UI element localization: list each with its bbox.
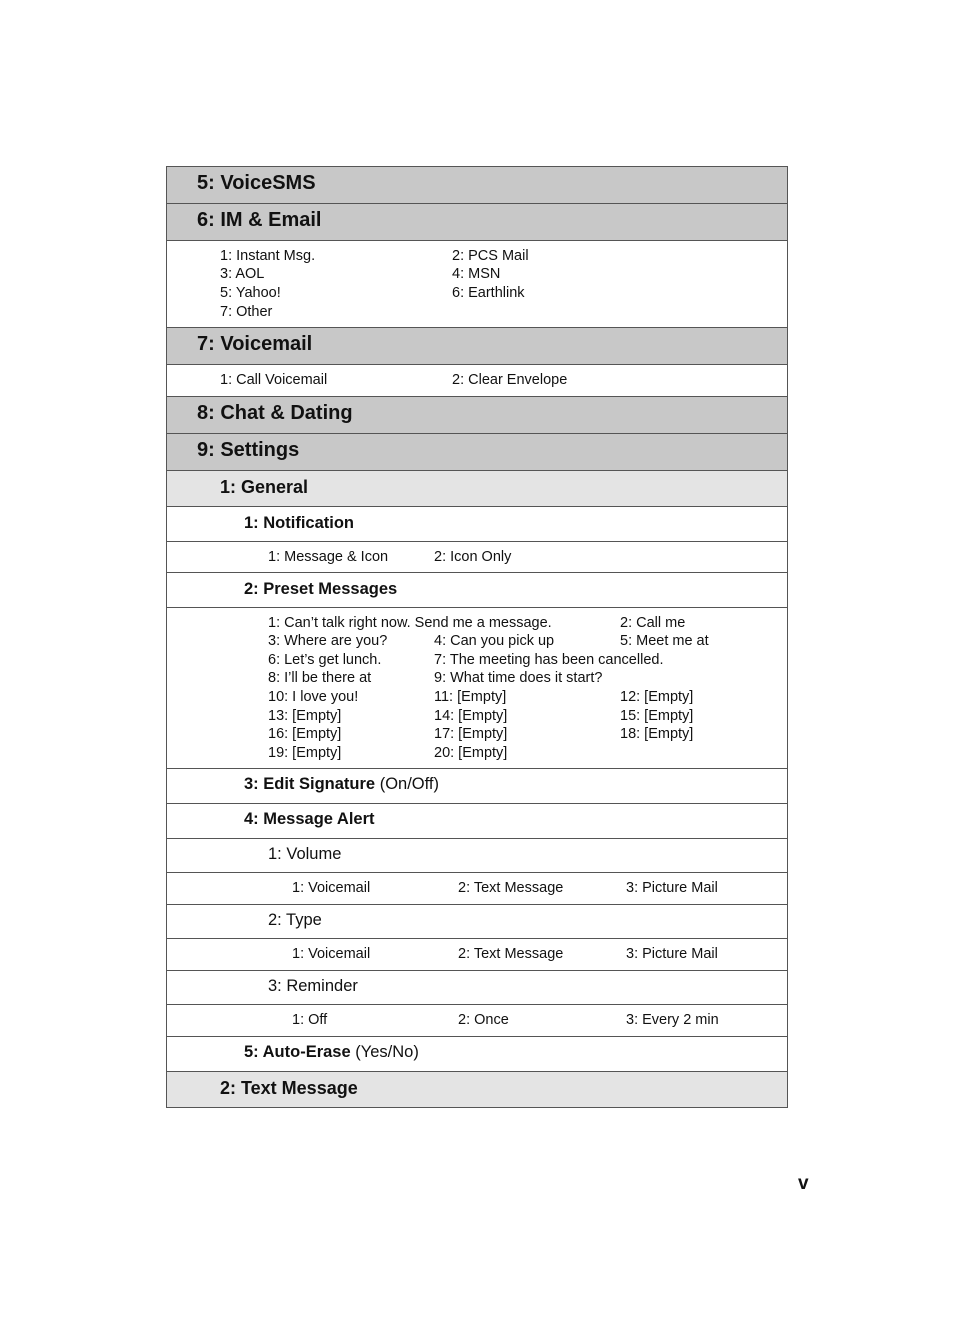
menu-type-label: 2: Type xyxy=(268,911,322,929)
menu-type[interactable] xyxy=(167,905,787,939)
menu-volume-label: 1: Volume xyxy=(268,845,342,863)
list-item[interactable]: 1: Call Voicemail xyxy=(220,372,328,388)
list-item[interactable]: 1: Instant Msg. xyxy=(220,248,316,264)
menu-reminder-label: 3: Reminder xyxy=(268,977,358,995)
list-item[interactable]: 5: Yahoo! xyxy=(220,285,281,301)
list-item[interactable]: 11: [Empty] xyxy=(434,689,507,705)
list-item[interactable]: 3: Picture Mail xyxy=(626,880,718,896)
list-item[interactable]: 18: [Empty] xyxy=(620,726,694,742)
list-item[interactable]: 14: [Empty] xyxy=(434,708,508,724)
menu-reminder[interactable] xyxy=(167,971,787,1005)
preset-messages-items xyxy=(167,608,787,769)
list-item[interactable]: 1: Can’t talk right now. Send me a message. xyxy=(268,615,552,631)
menu-settings-label: 9: Settings xyxy=(197,439,300,461)
list-item[interactable]: 20: [Empty] xyxy=(434,745,508,761)
list-item[interactable]: 3: Where are you? xyxy=(268,633,388,649)
voicemail-items xyxy=(167,365,787,397)
menu-preset-messages-label: 2: Preset Messages xyxy=(244,580,398,598)
menu-voicemail[interactable] xyxy=(167,328,787,365)
volume-items xyxy=(167,873,787,905)
list-item[interactable]: 12: [Empty] xyxy=(620,689,694,705)
list-item[interactable]: 2: Icon Only xyxy=(434,549,512,565)
list-item[interactable]: 5: Meet me at xyxy=(620,633,709,649)
type-items xyxy=(167,939,787,971)
menu-notification-label: 1: Notification xyxy=(244,514,354,532)
menu-settings[interactable] xyxy=(167,434,787,471)
menu-voicesms[interactable] xyxy=(167,167,787,204)
menu-chat-dating-label: 8: Chat & Dating xyxy=(197,402,353,424)
notification-items xyxy=(167,542,787,573)
list-item[interactable]: 19: [Empty] xyxy=(268,745,342,761)
menu-chat-dating[interactable] xyxy=(167,397,787,434)
list-item[interactable]: 3: Every 2 min xyxy=(626,1012,719,1028)
list-item[interactable]: 2: Text Message xyxy=(458,880,564,896)
page-number: v xyxy=(798,1173,809,1194)
list-item[interactable]: 7: Other xyxy=(220,304,273,320)
list-item[interactable]: 2: Clear Envelope xyxy=(452,372,568,388)
menu-notification[interactable] xyxy=(167,507,787,542)
list-item[interactable]: 2: Once xyxy=(458,1012,509,1028)
list-item[interactable]: 4: Can you pick up xyxy=(434,633,555,649)
menu-auto-erase-label: 5: Auto-Erase xyxy=(244,1043,351,1061)
list-item[interactable]: 7: The meeting has been cancelled. xyxy=(434,652,664,668)
menu-message-alert-label: 4: Message Alert xyxy=(244,810,375,828)
menu-edit-signature[interactable] xyxy=(167,769,787,804)
list-item[interactable]: 17: [Empty] xyxy=(434,726,508,742)
menu-auto-erase-options: (Yes/No) xyxy=(355,1043,419,1061)
menu-im-email[interactable] xyxy=(167,204,787,241)
menu-edit-signature-label: 3: Edit Signature xyxy=(244,775,376,793)
menu-text-message[interactable] xyxy=(167,1072,787,1108)
list-item[interactable]: 13: [Empty] xyxy=(268,708,342,724)
list-item[interactable]: 6: Let’s get lunch. xyxy=(268,652,382,668)
menu-volume[interactable] xyxy=(167,839,787,873)
list-item[interactable]: 2: Call me xyxy=(620,615,686,631)
list-item[interactable]: 2: PCS Mail xyxy=(452,248,529,264)
menu-general-label: 1: General xyxy=(220,477,309,497)
list-item[interactable]: 6: Earthlink xyxy=(452,285,525,301)
list-item[interactable]: 1: Voicemail xyxy=(292,946,371,962)
menu-table xyxy=(166,166,788,1108)
list-item[interactable]: 8: I’ll be there at xyxy=(268,670,372,686)
menu-auto-erase[interactable] xyxy=(167,1037,787,1072)
menu-general[interactable] xyxy=(167,471,787,507)
list-item[interactable]: 2: Text Message xyxy=(458,946,564,962)
list-item[interactable]: 16: [Empty] xyxy=(268,726,342,742)
im-email-items xyxy=(167,241,787,328)
menu-edit-signature-options: (On/Off) xyxy=(379,775,439,793)
menu-text-message-label: 2: Text Message xyxy=(220,1078,358,1098)
list-item[interactable]: 3: AOL xyxy=(220,266,265,282)
reminder-items xyxy=(167,1005,787,1037)
list-item[interactable]: 1: Voicemail xyxy=(292,880,371,896)
menu-preset-messages[interactable] xyxy=(167,573,787,608)
list-item[interactable]: 15: [Empty] xyxy=(620,708,694,724)
menu-message-alert[interactable] xyxy=(167,804,787,839)
list-item[interactable]: 1: Message & Icon xyxy=(268,549,389,565)
menu-voicemail-label: 7: Voicemail xyxy=(197,333,313,355)
list-item[interactable]: 3: Picture Mail xyxy=(626,946,718,962)
list-item[interactable]: 9: What time does it start? xyxy=(434,670,603,686)
menu-voicesms-label: 5: VoiceSMS xyxy=(197,172,316,194)
list-item[interactable]: 4: MSN xyxy=(452,266,501,282)
list-item[interactable]: 10: I love you! xyxy=(268,689,359,705)
menu-im-email-label: 6: IM & Email xyxy=(197,209,322,231)
list-item[interactable]: 1: Off xyxy=(292,1012,328,1028)
